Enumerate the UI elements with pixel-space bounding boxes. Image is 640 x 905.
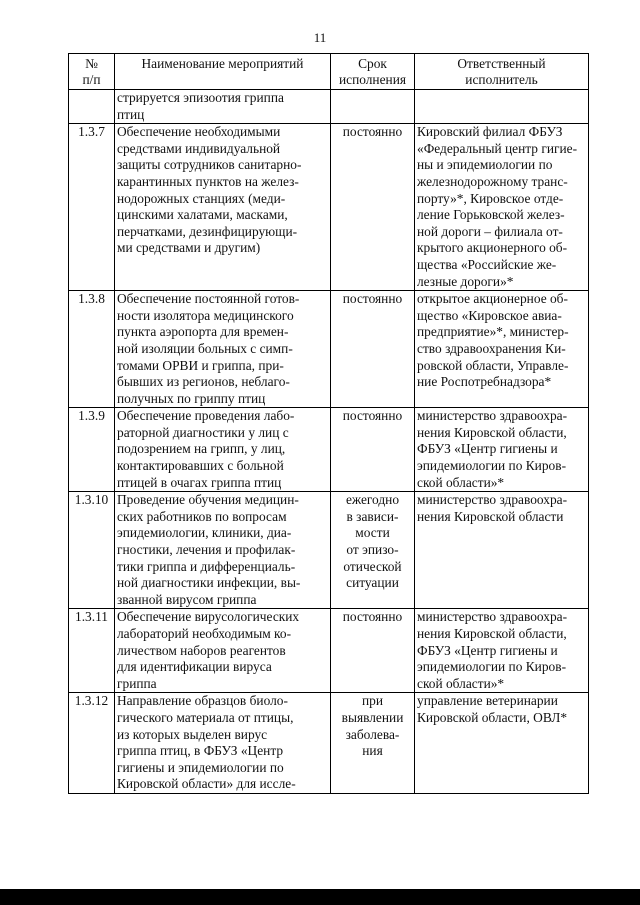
table-row bbox=[69, 408, 589, 492]
row-number: 1.3.7 bbox=[69, 124, 115, 291]
row-term: ежегодно в зависи- мости от эпизо- отической ситуации bbox=[331, 492, 415, 609]
table-header-row bbox=[69, 54, 589, 90]
row-number: 1.3.8 bbox=[69, 291, 115, 408]
table-row bbox=[69, 90, 589, 124]
row-responsible: министерство здравоохра- нения Кировской области, ФБУЗ «Центр гигиены и эпидемиологии по Киров- ской области»* bbox=[415, 609, 589, 693]
row-responsible: открытое акционерное об- щество «Кировское авиа- предприятие»*, министер- ство здравоохранения Ки- ровской области, Управле- ние Роспотребнадзора* bbox=[415, 291, 589, 408]
header-responsible: Ответственный исполнитель bbox=[415, 54, 589, 90]
row-measure: Обеспечение проведения лабо- раторной диагностики у лиц с подозрением на грипп, у лиц, контактировавших с больной птицей в очагах гриппа птиц bbox=[115, 408, 331, 492]
row-term: постоянно bbox=[331, 408, 415, 492]
row-measure: Обеспечение вирусологических лабораторий необходимым ко- личеством наборов реагентов для идентификации вируса гриппа bbox=[115, 609, 331, 693]
row-measure: Направление образцов биоло- гического материала от птицы, из которых выделен вирус гриппа птиц, в ФБУЗ «Центр гигиены и эпидемиологии по Кировской области» для иссле- bbox=[115, 693, 331, 794]
row-measure: стрируется эпизоотия гриппа птиц bbox=[115, 90, 331, 124]
measures-table bbox=[68, 53, 589, 794]
page-number: 11 bbox=[313, 30, 327, 45]
row-number bbox=[69, 90, 115, 124]
table-row bbox=[69, 492, 589, 609]
row-term: постоянно bbox=[331, 291, 415, 408]
table-row bbox=[69, 693, 589, 794]
header-num: № п/п bbox=[69, 54, 115, 90]
row-responsible: министерство здравоохра- нения Кировской области, ФБУЗ «Центр гигиены и эпидемиологии по Киров- ской области»* bbox=[415, 408, 589, 492]
row-responsible: министерство здравоохра- нения Кировской области bbox=[415, 492, 589, 609]
row-number: 1.3.10 bbox=[69, 492, 115, 609]
row-number: 1.3.12 bbox=[69, 693, 115, 794]
row-term: постоянно bbox=[331, 124, 415, 291]
row-responsible: управление ветеринарии Кировской области, ОВЛ* bbox=[415, 693, 589, 794]
header-term: Срок исполнения bbox=[331, 54, 415, 90]
row-measure: Проведение обучения медицин- ских работников по вопросам эпидемиологии, клиники, диа- гностики, лечения и профилак- тики гриппа и дифференциаль- ной диагностики инфекции, вы- званной вирусом гриппа bbox=[115, 492, 331, 609]
row-term: при выявлении заболева- ния bbox=[331, 693, 415, 794]
table-row bbox=[69, 291, 589, 408]
row-number: 1.3.9 bbox=[69, 408, 115, 492]
row-number: 1.3.11 bbox=[69, 609, 115, 693]
table-row bbox=[69, 609, 589, 693]
row-term bbox=[331, 90, 415, 124]
row-measure: Обеспечение необходимыми средствами индивидуальной защиты сотрудников санитарно- карантинных пунктов на желез- нодорожных станциях (меди- цинскими халатами, масками, перчатками, дезинфицирующи- ми средствами и другим) bbox=[115, 124, 331, 291]
row-responsible bbox=[415, 90, 589, 124]
table-row bbox=[69, 124, 589, 291]
row-responsible: Кировский филиал ФБУЗ «Федеральный центр гигие- ны и эпидемиологии по железнодорожному транс- порту»*, Кировское отде- ление Горьковской желез- ной дороги – филиала от- крытого акционерного об- щества «Российские же- лезные дороги»* bbox=[415, 124, 589, 291]
header-name: Наименование мероприятий bbox=[115, 54, 331, 90]
scan-edge-bar bbox=[0, 889, 640, 905]
row-term: постоянно bbox=[331, 609, 415, 693]
row-measure: Обеспечение постоянной готов- ности изолятора медицинского пункта аэропорта для времен- ной изоляции больных с симп- томами ОРВИ и гриппа, при- бывших из регионов, неблаго- получных по гриппу птиц bbox=[115, 291, 331, 408]
